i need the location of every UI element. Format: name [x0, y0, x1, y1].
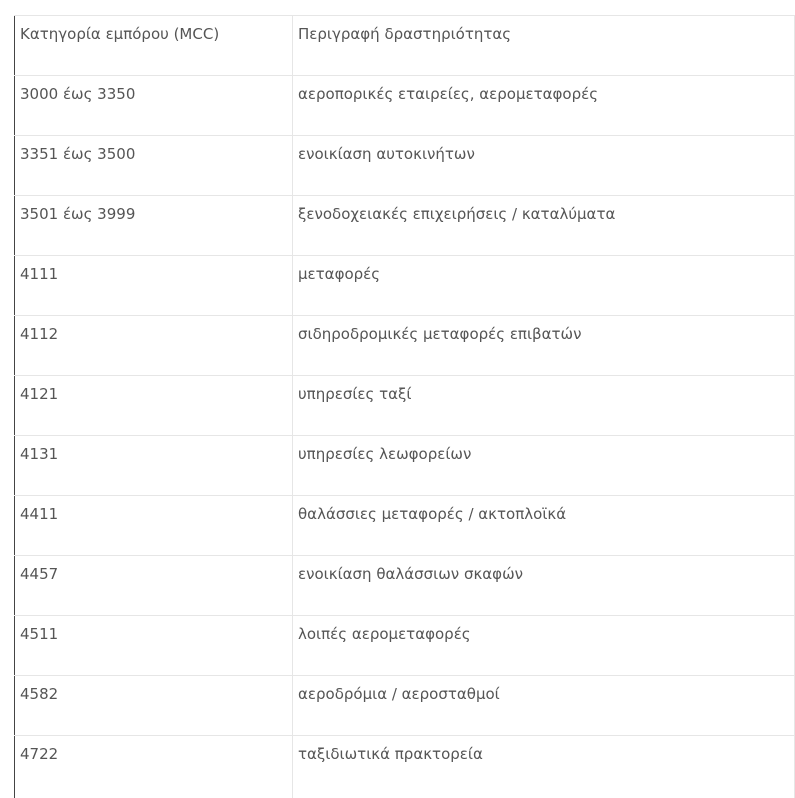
cell-code	[15, 76, 293, 136]
table-row	[15, 316, 795, 376]
cell-code	[15, 376, 293, 436]
description-text: υπηρεσίες ταξί	[298, 385, 412, 403]
table-row	[15, 76, 795, 136]
cell-code	[15, 196, 293, 256]
table-row	[15, 196, 795, 256]
table-row	[15, 376, 795, 436]
code-text: 4112	[20, 325, 59, 343]
table-row	[15, 256, 795, 316]
code-text: 3000 έως 3350	[20, 85, 136, 103]
cell-description	[293, 556, 795, 616]
table-row	[15, 556, 795, 616]
cell-description	[293, 196, 795, 256]
table-row	[15, 616, 795, 676]
header-cell-code	[15, 16, 293, 76]
description-text: αεροδρόμια / αεροσταθμοί	[298, 685, 500, 703]
cell-code	[15, 436, 293, 496]
cell-description	[293, 256, 795, 316]
header-description-label: Περιγραφή δραστηριότητας	[298, 25, 512, 43]
code-text: 3351 έως 3500	[20, 145, 136, 163]
code-text: 4511	[20, 625, 59, 643]
cell-code	[15, 736, 293, 798]
table-row	[15, 496, 795, 556]
mcc-table	[14, 15, 795, 798]
description-text: υπηρεσίες λεωφορείων	[298, 445, 472, 463]
cell-description	[293, 616, 795, 676]
code-text: 4582	[20, 685, 59, 703]
header-cell-description	[293, 16, 795, 76]
cell-code	[15, 676, 293, 736]
table-row	[15, 136, 795, 196]
table-row	[15, 736, 795, 798]
code-text: 4722	[20, 745, 59, 763]
code-text: 4457	[20, 565, 59, 583]
table-header-row	[15, 16, 795, 76]
cell-code	[15, 616, 293, 676]
cell-description	[293, 736, 795, 798]
cell-description	[293, 136, 795, 196]
table-row	[15, 436, 795, 496]
description-text: ταξιδιωτικά πρακτορεία	[298, 745, 483, 763]
cell-description	[293, 376, 795, 436]
description-text: μεταφορές	[298, 265, 381, 283]
table-row	[15, 676, 795, 736]
description-text: λοιπές αερομεταφορές	[298, 625, 471, 643]
cell-description	[293, 496, 795, 556]
description-text: σιδηροδρομικές μεταφορές επιβατών	[298, 325, 582, 343]
description-text: θαλάσσιες μεταφορές / ακτοπλοϊκά	[298, 505, 567, 523]
cell-code	[15, 316, 293, 376]
code-text: 4411	[20, 505, 59, 523]
cell-code	[15, 556, 293, 616]
cell-description	[293, 436, 795, 496]
cell-description	[293, 316, 795, 376]
code-text: 4111	[20, 265, 59, 283]
header-code-label: Κατηγορία εμπόρου (MCC)	[20, 25, 220, 43]
description-text: ενοικίαση θαλάσσιων σκαφών	[298, 565, 524, 583]
description-text: ενοικίαση αυτοκινήτων	[298, 145, 475, 163]
cell-code	[15, 496, 293, 556]
description-text: αεροπορικές εταιρείες, αερομεταφορές	[298, 85, 599, 103]
cell-description	[293, 76, 795, 136]
code-text: 4131	[20, 445, 59, 463]
description-text: ξενοδοχειακές επιχειρήσεις / καταλύματα	[298, 205, 616, 223]
code-text: 3501 έως 3999	[20, 205, 136, 223]
cell-description	[293, 676, 795, 736]
cell-code	[15, 256, 293, 316]
code-text: 4121	[20, 385, 59, 403]
cell-code	[15, 136, 293, 196]
